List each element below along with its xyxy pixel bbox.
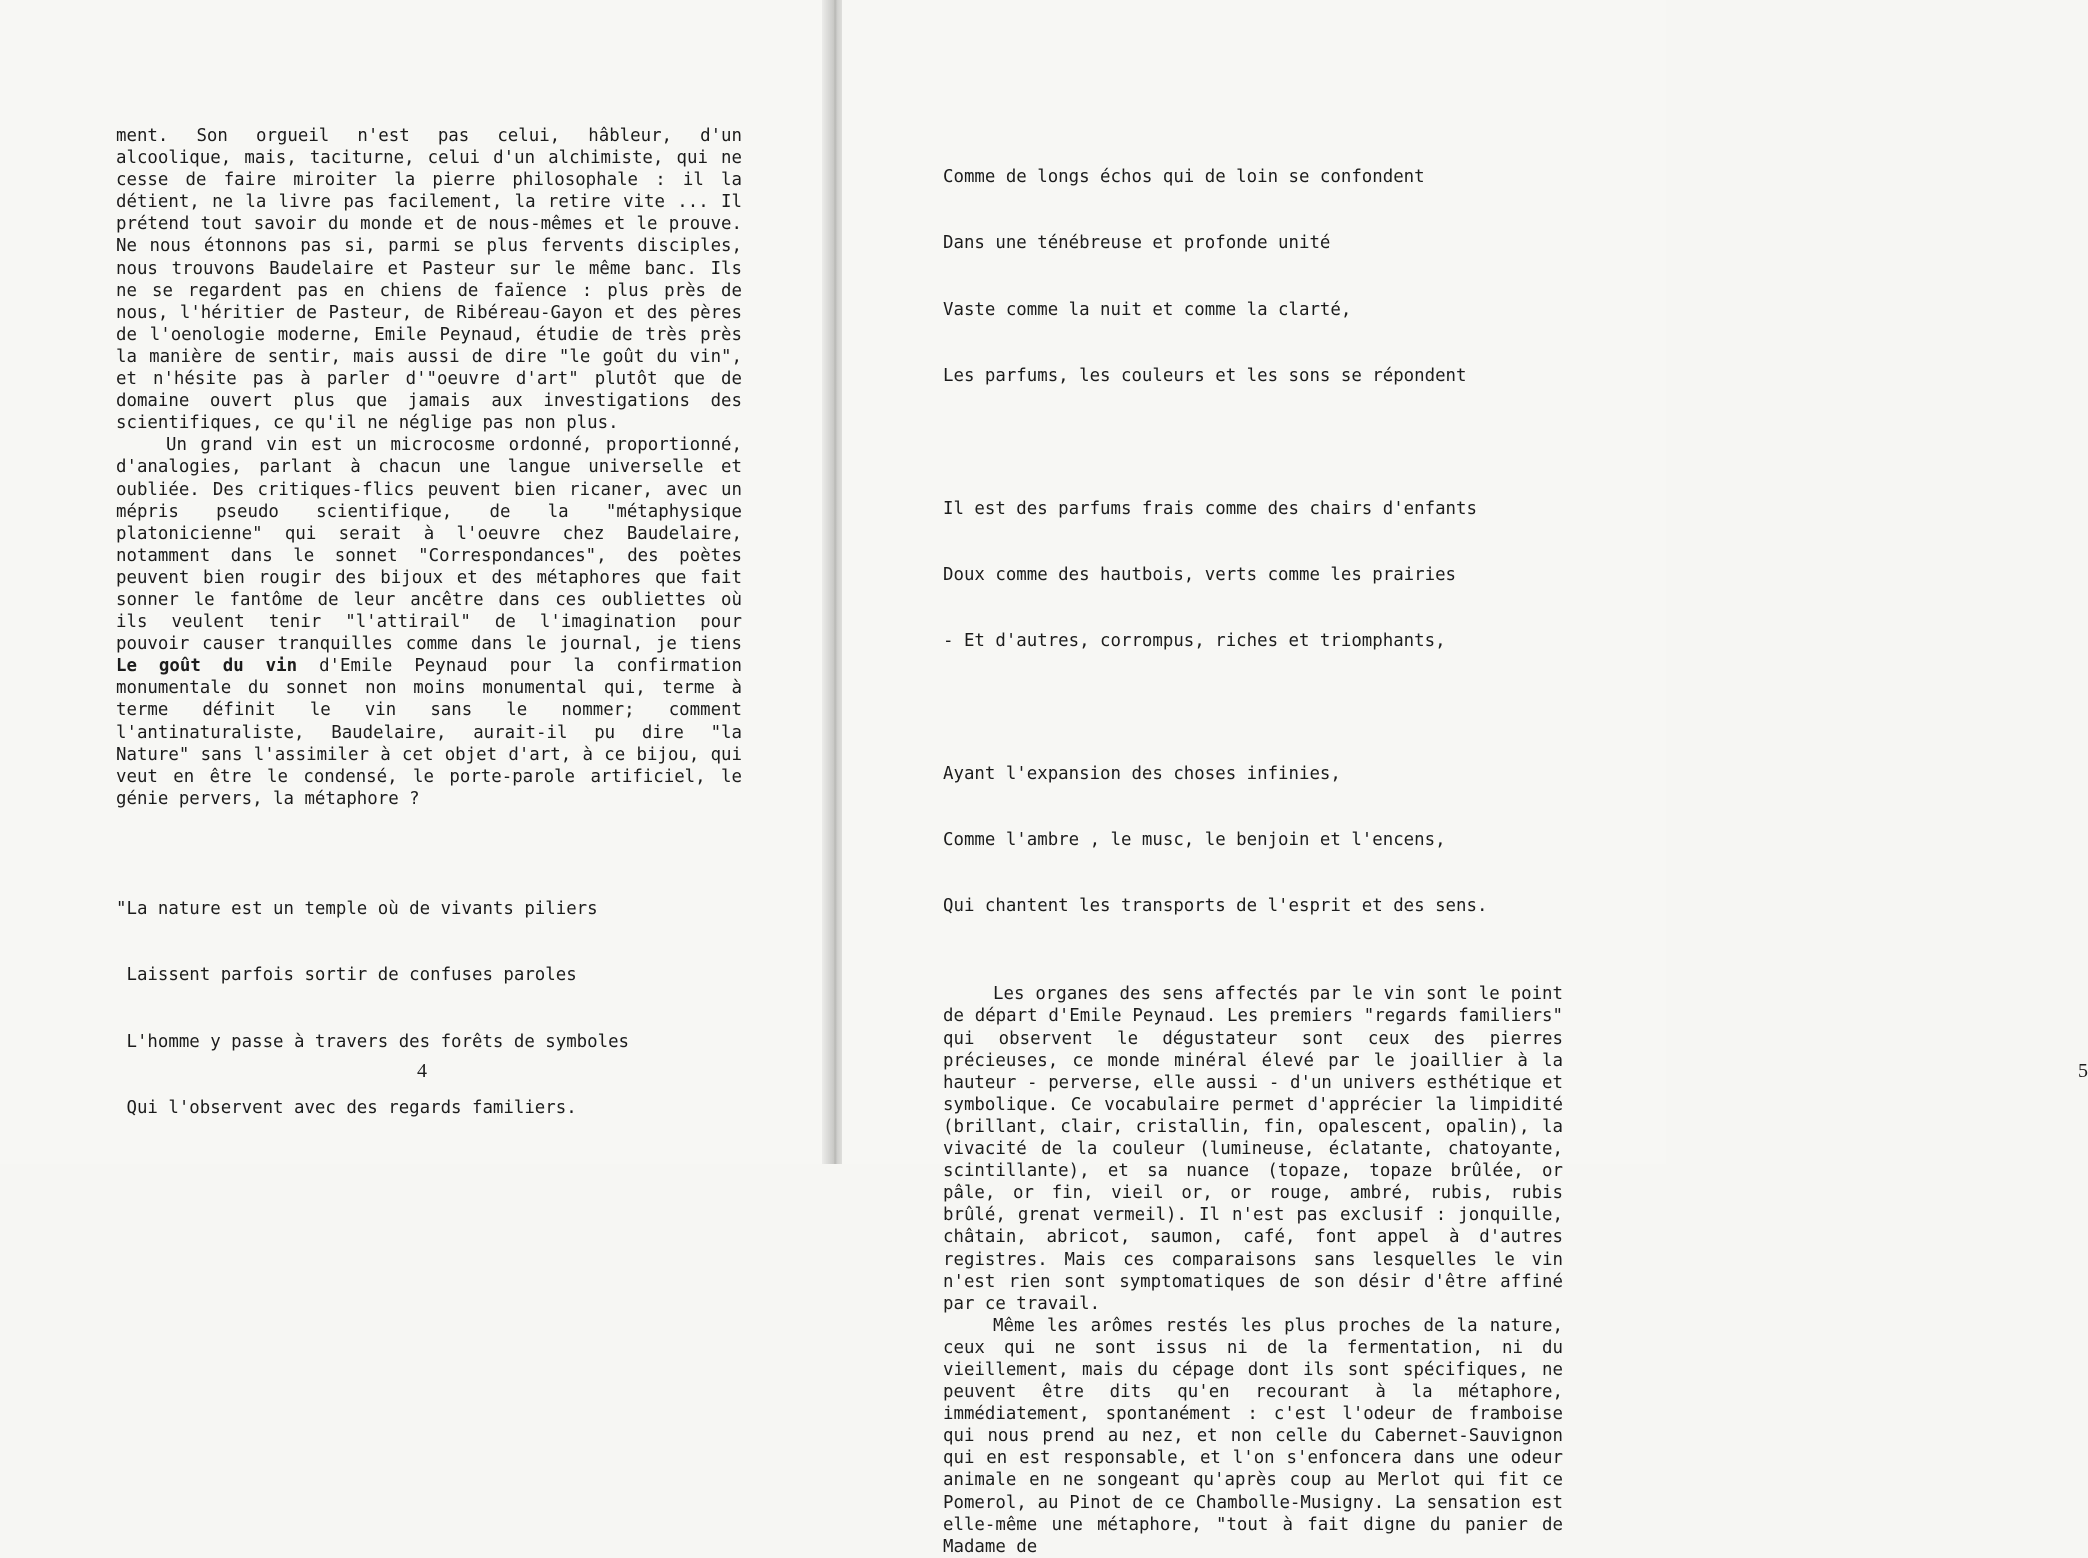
poem-line: Vaste comme la nuit et comme la clarté, [943,299,1352,320]
book-title: Le goût du vin [116,656,298,677]
poem-line: Doux comme des hautbois, verts comme les prairies [943,564,1457,585]
right-poem-3 [943,718,1563,961]
poem-line: Dans une ténébreuse et profonde unité [943,233,1331,254]
right-paragraph-1: Les organes des sens affectés par le vin sont le point de départ d'Emile Peynaud. Les premiers "regards familiers" qui observent le dégustateur sont ceux des pierres précieuses, ce monde minéral élevé par le joaillier à la hauteur - perverse, elle aussi - d'un univers esthétique et symbolique. Ce vocabulaire permet d'apprécier la limpidité (brillant, clair, cristallin, fin, opalescent, opalin), la vivacité de la couleur (lumineuse, éclatante, chatoyante, scintillante), et sa nuance (topaze, topaze brûlée, or pâle, or fin, vieil or, or rouge, ambré, rubis, rubis brûlé, grenat vermeil). Il n'est pas exclusif : jonquille, châtain, abricot, saumon, café, font appel à d'autres registres. Mais ces comparaisons sans lesquelles le vin n'est rien sont symptomatiques de son désir d'être affiné par ce travail. [943,984,1563,1314]
left-paragraph-2 [116,434,742,810]
poem-line: Il est des parfums frais comme des chairs d'enfants [943,498,1477,519]
left-page [0,0,828,1164]
poem-line: Laissent parfois sortir de confuses paroles [116,965,577,986]
poem-line: Ayant l'expansion des choses infinies, [943,763,1341,784]
page-number-left: 4 [417,1060,427,1082]
right-poem-1 [943,122,1563,431]
poem-line: Comme de longs échos qui de loin se confondent [943,167,1425,188]
poem-line: Comme l'ambre , le musc, le benjoin et l'encens, [943,829,1446,850]
poem-line: "La nature est un temple où de vivants piliers [116,899,598,920]
left-poem [116,854,742,1163]
right-page-text [943,122,1563,1558]
right-poem-2 [943,453,1563,696]
left-page-text [116,125,742,1163]
poem-line: Qui chantent les transports de l'esprit et des sens. [943,896,1488,917]
poem-line: - Et d'autres, corrompus, riches et triomphants, [943,631,1446,652]
page-number-right: 5 [2078,1060,2088,1082]
left-paragraph-2-after: d'Emile Peynaud pour la confirmation monumentale du sonnet non moins monumental qui, terme à terme définit le vin sans le nommer; comment l'antinaturaliste, Baudelaire, aurait-il pu dire "la Nature" sans l'assimiler à cet objet d'art, à ce bijou, qui veut en être le condensé, le porte-parole artificiel, le génie pervers, la métaphore ? [116,656,742,809]
right-paragraph-2: Même les arômes restés les plus proches de la nature, ceux qui ne sont issus ni de la fermentation, ni du vieillement, mais du cépage dont ils sont spécifiques, ne peuvent être dits qu'en recourant à la métaphore, immédiatement, spontanément : c'est l'odeur de framboise qui nous prend au nez, et non celle du Cabernet-Sauvignon qui en est responsable, et l'on s'enfoncera dans une odeur animale en ne songeant qu'après coup au Merlot qui fit ce Pomerol, au Pinot de ce Chambolle-Musigny. La sensation est elle-même une métaphore, "tout à fait digne du panier de Madame de [943,1315,1563,1557]
poem-line: Les parfums, les couleurs et les sons se répondent [943,366,1467,387]
left-paragraph-2-before: Un grand vin est un microcosme ordonné, proportionné, d'analogies, parlant à chacun une langue universelle et oubliée. Des critiques-flics peuvent bien ricaner, avec un mépris pseudo scientifique, de la "métaphysique platonicienne" qui serait à l'oeuvre chez Baudelaire, notamment dans le sonnet "Correspondances", des poètes peuvent bien rougir des bijoux et des métaphores que fait sonner le fantôme de leur ancêtre dans ces oubliettes où ils veulent tenir "l'attirail" de l'imagination pour pouvoir causer tranquilles comme dans le journal, je tiens [116,435,742,655]
poem-line: L'homme y passe à travers des forêts de symboles [116,1031,630,1052]
left-paragraph-1: ment. Son orgueil n'est pas celui, hâbleur, d'un alcoolique, mais, taciturne, celui d'un alchimiste, qui ne cesse de faire miroiter la pierre philosophale : il la détient, ne la livre pas facilement, la retire vite ... Il prétend tout savoir du monde et de nous-mêmes et le prouve. Ne nous étonnons pas si, parmi se plus fervents disciples, nous trouvons Baudelaire et Pasteur sur le même banc. Ils ne se regardent pas en chiens de faïence : plus près de nous, l'héritier de Pasteur, de Ribéreau-Gayon et des pères de l'oenologie moderne, Emile Peynaud, étudie de très près la manière de sentir, mais aussi de dire "le goût du vin", et n'hésite pas à parler d'"oeuvre d'art" plutôt que de domaine ouvert plus que jamais aux investigations des scientifiques, ce qu'il ne néglige pas non plus. [116,126,742,434]
poem-line: Qui l'observent avec des regards familiers. [116,1097,577,1118]
